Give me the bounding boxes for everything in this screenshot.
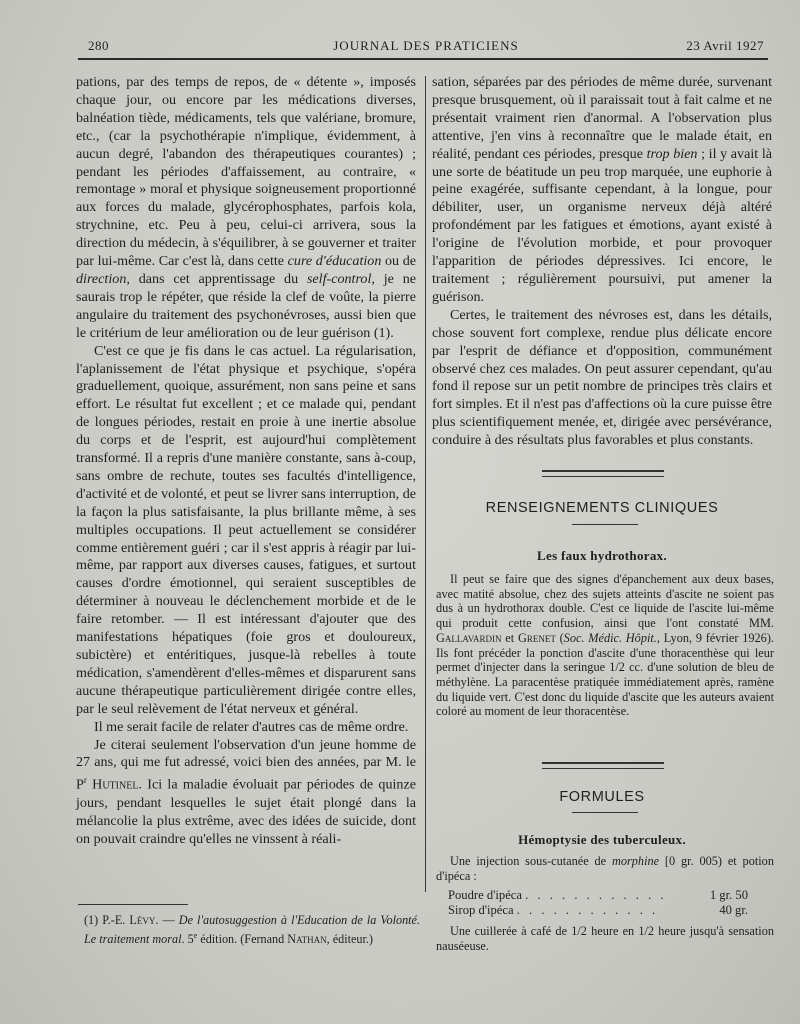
left-column [76, 74, 416, 849]
formules-outro: Une cuillerée à café de 1/2 heure en 1/2 heure jusqu'à sensation nauséeuse. [436, 924, 774, 953]
footnote-rule [78, 904, 188, 905]
header-rule [78, 58, 768, 60]
title-underline [572, 524, 638, 525]
title-underline-2 [572, 812, 638, 813]
right-paragraph-1: sation, séparées par des périodes de même durée, survenant presque brusquement, où il paraissait tout à fait calme et ne présentait vraiment rien d'anormal. A l'observation plus attentive, j'en vins à reconnaître que le malade était, en réalité, pendant ces périodes, presque trop bien ; il y avait là une sorte de béatitude un peu trop marquée, une euphorie à peine exagérée, suffisante cependant, à la longue, pour débiliter, user, un organisme nerveux déjà altéré profondément par les fatigues et émotions, ayant existé à l'origine de l'évolution morbide, et pour provoquer l'apparition de périodes dépressives. Ici encore, le traitement ; régulièrement poursuivi, put amener la guérison. [432, 74, 772, 305]
column-divider [425, 76, 426, 892]
right-column [432, 74, 772, 450]
left-paragraph-3: Il me serait facile de relater d'autres cas de même ordre. [94, 718, 409, 735]
section-separator [542, 470, 664, 477]
right-paragraph-2: Certes, le traitement des névroses est, dans les détails, chose souvent fort complexe, rendue plus délicate encore par l'esprit de défiance et d'opposition, communément observé chez ces malades. On peut assurer cependant, qu'au fond il repose sur un petit nombre de principes très clairs et fort simples. Et il n'est pas d'affections où la cure puisse être plus scientifiquement menée, et, dirigée avec persévérance, conduire à des résultats plus favorables et plus constants. [432, 306, 772, 449]
page-number: 280 [88, 38, 109, 53]
running-header [84, 36, 768, 58]
left-paragraph-2: C'est ce que je fis dans le cas actuel. La régularisation, l'aplanissement de l'état physique et psychique, s'opéra graduellement, quoique, assurément, non sans peine et sans effort. Le résultat fut excellent ; et ce malade qui, pendant de longues périodes, restait en proie à une inertie absolue du corps et de l'esprit, est aujourd'hui complètement transformé. Il a repris d'une manière constante, sans à-coup, sans ombre de rechute, toutes ses facultés d'intelligence, d'activité et de volonté, et peut se livrer sans interruption, de la façon la plus satisfaisante, la plus brillante même, à ses multiples occupations. Il peut actuellement se considérer comme entièrement guéri ; car il s'est appris à réagir par lui-même, par rapport aux diverses causes, fatigues, et surtout causes d'ordre émotionnel, qui seraient susceptibles de déterminer à nouveau le déclenchement morbide et de le faire retomber. — Il est intéressant d'ajouter que des manifestations hépatiques (foie gros et douloureux, subictère) et entéritiques, jusque-là rebelles à toute médication, s'amendèrent d'elles-mêmes et disparurent sans aucune thérapeutique particulièrement dirigée contre elles, par le seul relèvement de l'état nerveux et général. [76, 342, 416, 717]
article-title-hemoptysie: Hémoptysie des tuberculeux. [518, 832, 686, 847]
issue-date: 23 Avril 1927 [686, 38, 764, 53]
formules-intro: Une injection sous-cutanée de morphine [0 gr. 005) et potion d'ipéca : [436, 854, 774, 883]
formula-item: Sirop d'ipéca . . . . . . . . . . . . 40 gr. [448, 902, 748, 917]
formula-item: Poudre d'ipéca . . . . . . . . . . . . 1 gr. 50 [448, 888, 748, 902]
left-paragraph-1: pations, par des temps de repos, de « détente », imposés chaque jour, ou encore par les médications diverses, balnéation tiède, médicaments, tels que valériane, bromure, etc., (car la psychothérapie n'implique, évidemment, à aucun degré, l'abandon des thérapeutiques courantes) ; pendant les périodes d'affaissement, au contraire, « remontage » moral et physique soigneusement proportionné aux forces du malade, glycérophosphates, parfois kola, strychnine, etc. Peu à peu, celui-ci arrivera, sous la direction du médecin, à s'équilibrer, à se gouverner et traiter par lui-même. Car c'est là, dans cette cure d'éducation ou de direction, dans cet apprentissage du self-control, je ne saurais trop le répéter, que réside la clef de voûte, la pierre angulaire du traitement des psychonévroses, aussi bien que le critérium de leur amélioration ou de leur guérison (1). [76, 74, 416, 341]
journal-title: JOURNAL DES PRATICIENS [333, 38, 519, 53]
left-paragraph-4: Je citerai seulement l'observation d'un jeune homme de 27 ans, qui me fut adressé, voici bien des années, par M. le $P^r$ Hutinel. Ici la maladie évoluait par périodes de quinze jours, pendant lesquelles le sujet était plongé dans la mélancolie la plus extrême, avec des idées de suicide, dont on pouvait craindre qu'elles ne vinssent à réali- [76, 736, 416, 847]
footnote: (1) P.-E. Lévy. — De l'autosuggestion à l'Education de la Volonté. Le traitement moral. 5e édition. (Fernand Nathan, éditeur.) [84, 913, 421, 947]
renseignements-text: Il peut se faire que des signes d'épanchement aux deux bases, avec matité absolue, chez des sujets atteints d'ascite ne soient pas dus à un hydrothorax double. C'est ce liquide de l'ascite lui-même qui produit cette confusion, ainsi que l'ont constaté MM. Gallavardin et Grenet (Soc. Médic. Hôpit., Lyon, 9 février 1926). Ils font précéder la ponction d'ascite d'une thoracenthèse qui leur permet d'injecter dans la seringue 1/2 cc. d'une solution de bleu de méthylène. La paracentèse pratiquée immédiatement après, ramène du liquide vert. C'est donc du liquide d'ascite que les auteurs avaient coloré au moment de leur thoracentèse. [436, 572, 774, 719]
formula-list [436, 888, 774, 917]
section-title-formules: FORMULES [559, 789, 645, 805]
article-title-faux-hydrothorax: Les faux hydrothorax. [537, 548, 667, 563]
section-separator-2 [542, 762, 664, 769]
section-title-renseignements: RENSEIGNEMENTS CLINIQUES [485, 500, 719, 516]
